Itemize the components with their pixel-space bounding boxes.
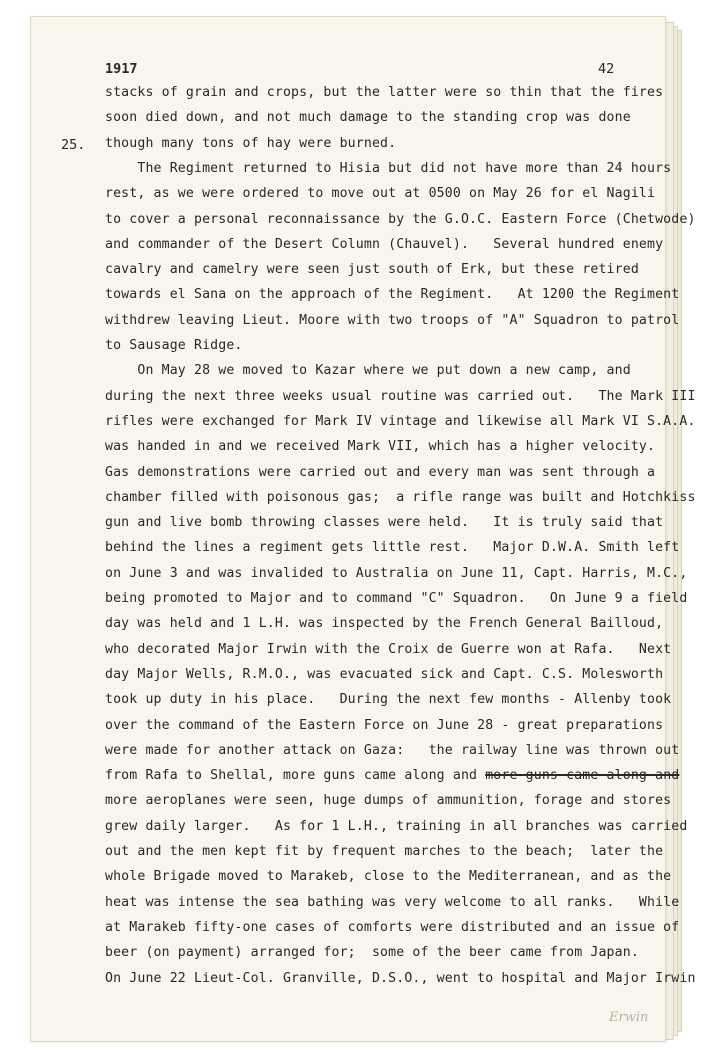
- text-line: over the command of the Eastern Force on June 28 - great preparations: [105, 717, 664, 733]
- text-line: withdrew leaving Lieut. Moore with two troops of "A" Squadron to patrol: [105, 312, 680, 328]
- text-line: heat was intense the sea bathing was very welcome to all ranks. While: [105, 894, 680, 910]
- text-line: soon died down, and not much damage to the standing crop was done: [105, 110, 631, 126]
- text-line: rifles were exchanged for Mark IV vintage and likewise all Mark VI S.A.A.: [105, 413, 696, 429]
- page-year: 1917: [105, 61, 138, 77]
- text-line: stacks of grain and crops, but the latter were so thin that the fires: [105, 85, 664, 100]
- text-line: out and the men kept fit by frequent marches to the beach; later the: [105, 844, 664, 859]
- text-line: Gas demonstrations were carried out and every man was sent through a: [105, 464, 656, 480]
- text-line: were made for another attack on Gaza: the railway line was thrown out: [105, 742, 680, 758]
- text-line: being promoted to Major and to command "C" Squadron. On June 9 a field: [105, 591, 688, 606]
- text-line: rest, as we were ordered to move out at 0500 on May 26 for el Nagili: [105, 186, 656, 202]
- text-segment: from Rafa to Shellal, more guns came along and: [105, 768, 486, 784]
- text-line: day Major Wells, R.M.O., was evacuated sick and Capt. C.S. Molesworth: [105, 666, 664, 682]
- text-line: day was held and 1 L.H. was inspected by the French General Bailloud,: [105, 616, 664, 632]
- text-line: [105, 768, 679, 783]
- text-line: chamber filled with poisonous gas; a rifle range was built and Hotchkiss: [105, 489, 696, 505]
- struck-text: more guns came along and: [485, 768, 680, 784]
- text-line: to Sausage Ridge.: [105, 338, 243, 353]
- text-line: whole Brigade moved to Marakeb, close to the Mediterranean, and as the: [105, 869, 672, 885]
- margin-paragraph-number: 25.: [61, 137, 86, 153]
- text-line: at Marakeb fifty-one cases of comforts were distributed and an issue of: [105, 919, 680, 935]
- text-line: beer (on payment) arranged for; some of the beer came from Japan.: [105, 945, 639, 961]
- text-line: grew daily larger. As for 1 L.H., training in all branches was carried: [105, 818, 688, 834]
- text-line: took up duty in his place. During the next few months - Allenby took: [105, 692, 672, 708]
- text-line: gun and live bomb throwing classes were held. It is truly said that: [105, 515, 664, 531]
- text-line: and commander of the Desert Column (Chauvel). Several hundred enemy: [105, 236, 664, 252]
- text-line: On June 22 Lieut-Col. Granville, D.S.O., went to hospital and Major Irwin: [105, 970, 696, 986]
- text-line: who decorated Major Irwin with the Croix de Guerre won at Rafa. Next: [105, 641, 672, 657]
- text-line: was handed in and we received Mark VII, which has a higher velocity.: [105, 439, 656, 455]
- text-line: On May 28 we moved to Kazar where we put down a new camp, and: [105, 363, 631, 379]
- text-line: to cover a personal reconnaissance by the G.O.C. Eastern Force (Chetwode): [105, 211, 696, 227]
- text-line: cavalry and camelry were seen just south of Erk, but these retired: [105, 262, 639, 278]
- typed-page: [30, 16, 696, 1042]
- text-line: during the next three weeks usual routine was carried out. The Mark III: [105, 388, 696, 404]
- text-line: behind the lines a regiment gets little rest. Major D.W.A. Smith left: [105, 540, 680, 556]
- text-line: towards el Sana on the approach of the Regiment. At 1200 the Regiment: [105, 287, 680, 303]
- text-line: The Regiment returned to Hisia but did not have more than 24 hours: [105, 160, 672, 176]
- page-number: 42: [598, 61, 615, 77]
- text-line: though many tons of hay were burned.: [105, 135, 397, 151]
- text-line: on June 3 and was invalided to Australia on June 11, Capt. Harris, M.C.,: [105, 565, 688, 581]
- text-line: more aeroplanes were seen, huge dumps of ammunition, forage and stores: [105, 793, 672, 809]
- pencil-annotation: Erwin: [609, 1010, 649, 1025]
